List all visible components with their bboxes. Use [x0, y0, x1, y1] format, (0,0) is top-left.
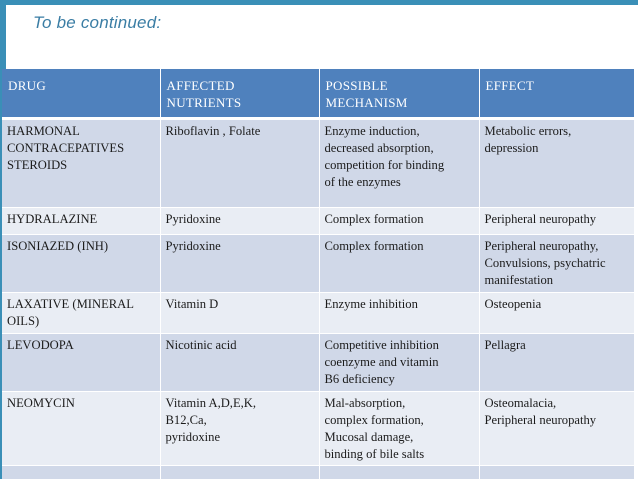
cell-text-line: coenzyme and vitamin: [324, 355, 439, 369]
cell-drug: [2, 119, 160, 208]
cell-affected-nutrients: [160, 208, 319, 235]
cell-text-line: LEVODOPA: [7, 338, 74, 352]
cell-affected-nutrients: [160, 466, 319, 479]
cell-text-line: Complex formation: [324, 239, 424, 253]
cell-effect: [479, 208, 634, 235]
cell-text-line: Vitamin D: [165, 297, 219, 311]
cell-drug: [2, 392, 160, 466]
cell-effect: [479, 235, 634, 293]
cell-affected-nutrients: [160, 119, 319, 208]
cell-drug: [2, 334, 160, 392]
table-row: [2, 293, 634, 334]
header-affected-nutrients: AFFECTED NUTRIENTS: [160, 69, 319, 119]
table-row: [2, 235, 634, 293]
cell-text-line: Convulsions, psychatric: [484, 256, 606, 270]
cell-text-line: STEROIDS: [7, 158, 68, 172]
cell-text-line: LAXATIVE (MINERAL: [7, 297, 134, 311]
cell-text-line: ISONIAZED (INH): [7, 239, 109, 253]
table-row: [2, 392, 634, 466]
cell-text-line: Pellagra: [484, 338, 526, 352]
table-row: [2, 334, 634, 392]
cell-text-line: Peripheral neuropathy: [484, 413, 597, 427]
cell-possible-mechanism: [319, 208, 479, 235]
cell-text-line: OILS): [7, 314, 40, 328]
cell-text-line: B6 deficiency: [324, 372, 395, 386]
cell-text-line: Pyridoxine: [165, 239, 221, 253]
cell-text-line: Competitive inhibition: [324, 338, 439, 352]
table-row: [2, 119, 634, 208]
cell-drug: [2, 235, 160, 293]
cell-text-line: Mucosal damage,: [324, 430, 414, 444]
cell-text-line: Enzyme induction,: [324, 124, 420, 138]
cell-text-line: Osteomalacia,: [484, 396, 557, 410]
drug-nutrient-table: [2, 69, 634, 479]
cell-text-line: Riboflavin , Folate: [165, 124, 261, 138]
cell-text-line: competition for binding: [324, 158, 445, 172]
cell-text-line: HYDRALAZINE: [7, 212, 98, 226]
cell-text-line: Mal-absorption,: [324, 396, 406, 410]
slide-title: To be continued:: [33, 13, 162, 32]
cell-effect: [479, 466, 634, 479]
cell-possible-mechanism: [319, 334, 479, 392]
table-header-row: [2, 69, 634, 119]
cell-possible-mechanism: [319, 293, 479, 334]
cell-text-line: Peripheral neuropathy,: [484, 239, 599, 253]
header-possible-mechanism: POSSIBLE MECHANISM: [319, 69, 479, 119]
cell-text-line: complex formation,: [324, 413, 424, 427]
table-row: [2, 466, 634, 479]
cell-text-line: Complex formation: [324, 212, 424, 226]
cell-text-line: B12,Ca,: [165, 413, 207, 427]
cell-text-line: pyridoxine: [165, 430, 221, 444]
cell-text-line: manifestation: [484, 273, 554, 287]
cell-possible-mechanism: [319, 466, 479, 479]
cell-text-line: depression: [484, 141, 539, 155]
cell-text-line: Vitamin A,D,E,K,: [165, 396, 257, 410]
cell-affected-nutrients: [160, 293, 319, 334]
header-effect: EFFECT: [479, 69, 634, 119]
header-drug: DRUG: [2, 69, 160, 119]
cell-effect: [479, 392, 634, 466]
cell-possible-mechanism: [319, 119, 479, 208]
cell-effect: [479, 119, 634, 208]
cell-effect: [479, 293, 634, 334]
cell-text-line: binding of bile salts: [324, 447, 425, 461]
cell-text-line: Enzyme inhibition: [324, 297, 418, 311]
cell-affected-nutrients: [160, 235, 319, 293]
cell-text-line: of the enzymes: [324, 175, 401, 189]
cell-text-line: decreased absorption,: [324, 141, 434, 155]
cell-text-line: HARMONAL: [7, 124, 80, 138]
cell-drug: [2, 208, 160, 235]
cell-text-line: CONTRACEPATIVES: [7, 141, 125, 155]
cell-text-line: Nicotinic acid: [165, 338, 237, 352]
cell-text-line: Pyridoxine: [165, 212, 221, 226]
cell-affected-nutrients: [160, 334, 319, 392]
cell-effect: [479, 334, 634, 392]
cell-text-line: Metabolic errors,: [484, 124, 572, 138]
cell-drug: [2, 466, 160, 479]
cell-text-line: NEOMYCIN: [7, 396, 75, 410]
table-body: [2, 119, 634, 479]
cell-possible-mechanism: [319, 392, 479, 466]
top-accent-band: [0, 0, 638, 5]
cell-text-line: Peripheral neuropathy: [484, 212, 597, 226]
cell-affected-nutrients: [160, 392, 319, 466]
cell-drug: [2, 293, 160, 334]
table-row: [2, 208, 634, 235]
cell-possible-mechanism: [319, 235, 479, 293]
cell-text-line: Osteopenia: [484, 297, 542, 311]
